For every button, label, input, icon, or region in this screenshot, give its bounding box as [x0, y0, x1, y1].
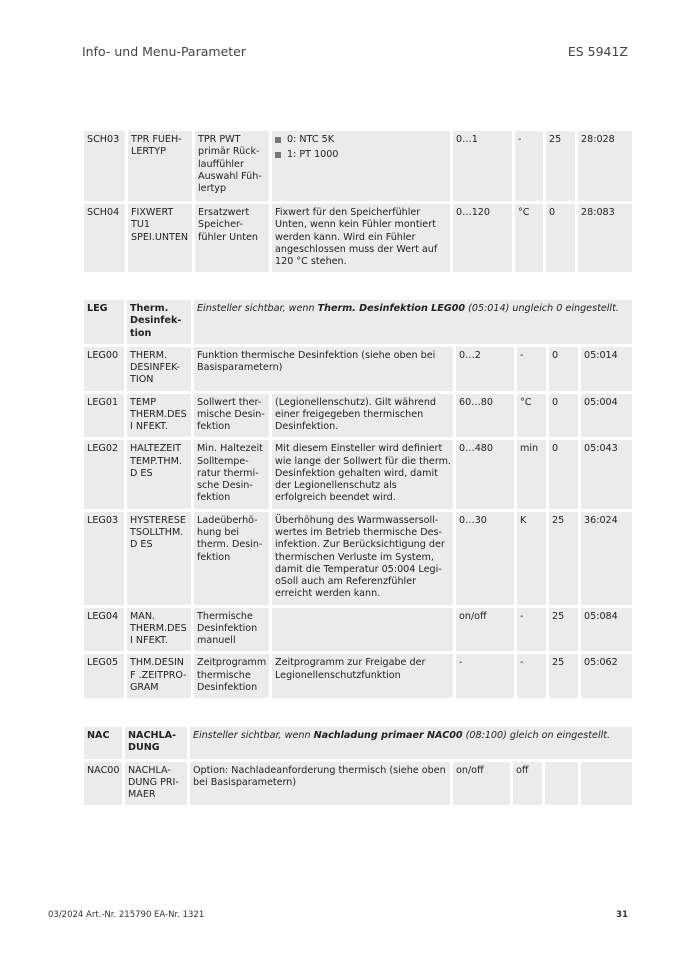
param-code: LEG01	[84, 394, 124, 438]
section-visibility-note	[190, 727, 632, 759]
param-name: TEMP THERM.DESI NFEKT.	[127, 394, 191, 438]
param-range: 0…2	[456, 347, 514, 391]
section-header-row	[84, 300, 632, 344]
param-label: Min. Haltezeit Solltempe-ratur thermi-sche Desin-fektion	[194, 440, 269, 508]
param-default: 0	[549, 440, 578, 508]
param-name: HYSTERESE TSOLLTHM.D ES	[127, 512, 191, 605]
table-row	[84, 762, 632, 806]
param-name: MAN. THERM.DESI NFEKT.	[127, 608, 191, 652]
param-description: Fixwert für den Speicherfühler Unten, wenn kein Fühler montiert werden kann. Wird ein Fühler angeschlossen muss der Wert auf 120 °C stehen.	[272, 204, 450, 272]
param-code: LEG05	[84, 654, 124, 698]
leg-parameter-table	[81, 297, 635, 701]
param-name: NACHLA-DUNG PRI-MAER	[125, 762, 187, 806]
option-text: 0: NTC 5K	[287, 134, 335, 145]
param-description: Funktion thermische Desinfektion (siehe oben bei Basisparametern)	[194, 347, 453, 391]
param-unit: min	[517, 440, 546, 508]
param-code: SCH04	[84, 204, 125, 272]
param-code: SCH03	[84, 131, 125, 201]
param-label: Ladeüberhö-hung bei therm. Desin-fektion	[194, 512, 269, 605]
param-code: LEG02	[84, 440, 124, 508]
param-description: Überhöhung des Warmwassersoll-wertes im Betrieb thermische Des-infektion. Zur Berücksichtigung der thermischen Verluste im System, damit die Temperatur 05:004 Legi-oSoll auch am Referenzfühler erreicht werden kann.	[272, 512, 453, 605]
param-name: FIXWERT TU1 SPEI.UNTEN	[128, 204, 192, 272]
param-label: Sollwert ther-mische Desin-fektion	[194, 394, 269, 438]
param-default	[545, 762, 578, 806]
param-code: LEG00	[84, 347, 124, 391]
param-description: Option: Nachladeanforderung thermisch (siehe oben bei Basisparametern)	[190, 762, 450, 806]
table-row	[84, 512, 632, 605]
param-address: 28:083	[578, 204, 632, 272]
param-default: 0	[549, 347, 578, 391]
param-label: Zeitprogramm thermische Desinfektion	[194, 654, 269, 698]
note-text: Einsteller sichtbar, wenn	[193, 730, 314, 741]
table-row	[84, 608, 632, 652]
param-address: 05:043	[581, 440, 632, 508]
note-text: (08:100) gleich on eingestellt.	[462, 730, 611, 741]
param-label: Ersatzwert Speicher-fühler Unten	[195, 204, 269, 272]
section-title: Therm. Desinfek-tion	[127, 300, 191, 344]
param-address: 05:004	[581, 394, 632, 438]
param-range: -	[456, 654, 514, 698]
param-unit: -	[517, 347, 546, 391]
footer-article-info: 03/2024 Art.-Nr. 215790 EA-Nr. 1321	[48, 910, 205, 920]
param-range: on/off	[453, 762, 510, 806]
param-address: 05:062	[581, 654, 632, 698]
section-header-row	[84, 727, 632, 759]
param-description: Zeitprogramm zur Freigabe der Legionellenschutzfunktion	[272, 654, 453, 698]
param-unit: -	[517, 654, 546, 698]
nac-parameter-table	[81, 724, 635, 808]
param-options	[272, 131, 450, 201]
note-parameter: Nachladung primaer NAC00	[313, 730, 463, 741]
param-description: Mit diesem Einsteller wird definiert wie lange der Sollwert für die therm. Desinfektion gehalten wird, damit der Legionellenschutz als erfolgreich beendet wird.	[272, 440, 453, 508]
note-parameter: Therm. Desinfektion LEG00	[317, 303, 466, 314]
param-label: TPR PWT primär Rück-lauffühler Auswahl Füh-lertyp	[195, 131, 269, 201]
square-bullet-icon	[275, 152, 281, 158]
param-code: NAC00	[84, 762, 122, 806]
param-default: 0	[546, 204, 575, 272]
param-name: THERM. DESINFEK-TION	[127, 347, 191, 391]
param-range: 0…120	[453, 204, 512, 272]
param-address: 36:024	[581, 512, 632, 605]
param-range: 0…1	[453, 131, 512, 201]
param-address	[581, 762, 632, 806]
param-unit: -	[515, 131, 543, 201]
param-unit: -	[517, 608, 546, 652]
page-number: 31	[616, 910, 628, 920]
running-header-model: ES 5941Z	[567, 44, 628, 59]
table-row	[84, 440, 632, 508]
param-range: 0…30	[456, 512, 514, 605]
param-unit: °C	[517, 394, 546, 438]
section-visibility-note	[194, 300, 632, 344]
param-default: 25	[549, 608, 578, 652]
table-row	[84, 394, 632, 438]
param-unit: K	[517, 512, 546, 605]
table-row	[84, 204, 632, 272]
param-name: THM.DESINF .ZEITPRO-GRAM	[127, 654, 191, 698]
table-row	[84, 131, 632, 201]
param-range: on/off	[456, 608, 514, 652]
param-default: 25	[549, 654, 578, 698]
param-name: TPR FUEH-LERTYP	[128, 131, 192, 201]
param-range: 60…80	[456, 394, 514, 438]
param-description	[272, 608, 453, 652]
param-name: HALTEZEIT TEMP.THM.D ES	[127, 440, 191, 508]
param-description: (Legionellenschutz). Gilt während einer freigegeben thermischen Desinfektion.	[272, 394, 453, 438]
section-code: LEG	[84, 300, 124, 344]
section-title: NACHLA-DUNG	[125, 727, 187, 759]
param-default: 25	[549, 512, 578, 605]
square-bullet-icon	[275, 137, 281, 143]
note-text: Einsteller sichtbar, wenn	[197, 303, 318, 314]
param-address: 05:084	[581, 608, 632, 652]
param-range: 0…480	[456, 440, 514, 508]
table-row	[84, 654, 632, 698]
param-address: 05:014	[581, 347, 632, 391]
option-text: 1: PT 1000	[287, 149, 339, 161]
param-code: LEG04	[84, 608, 124, 652]
note-text: (05:014) ungleich 0 eingestellt.	[465, 303, 619, 314]
param-unit: °C	[515, 204, 543, 272]
section-code: NAC	[84, 727, 122, 759]
option-item	[275, 149, 448, 161]
option-item	[275, 134, 448, 146]
sch-parameter-table	[81, 128, 635, 275]
param-label: Thermische Desinfektion manuell	[194, 608, 269, 652]
param-address: 28:028	[578, 131, 632, 201]
param-unit: off	[513, 762, 542, 806]
param-default: 25	[546, 131, 575, 201]
table-row	[84, 347, 632, 391]
param-default: 0	[549, 394, 578, 438]
running-header-title: Info- und Menu-Parameter	[82, 44, 246, 59]
param-code: LEG03	[84, 512, 124, 605]
